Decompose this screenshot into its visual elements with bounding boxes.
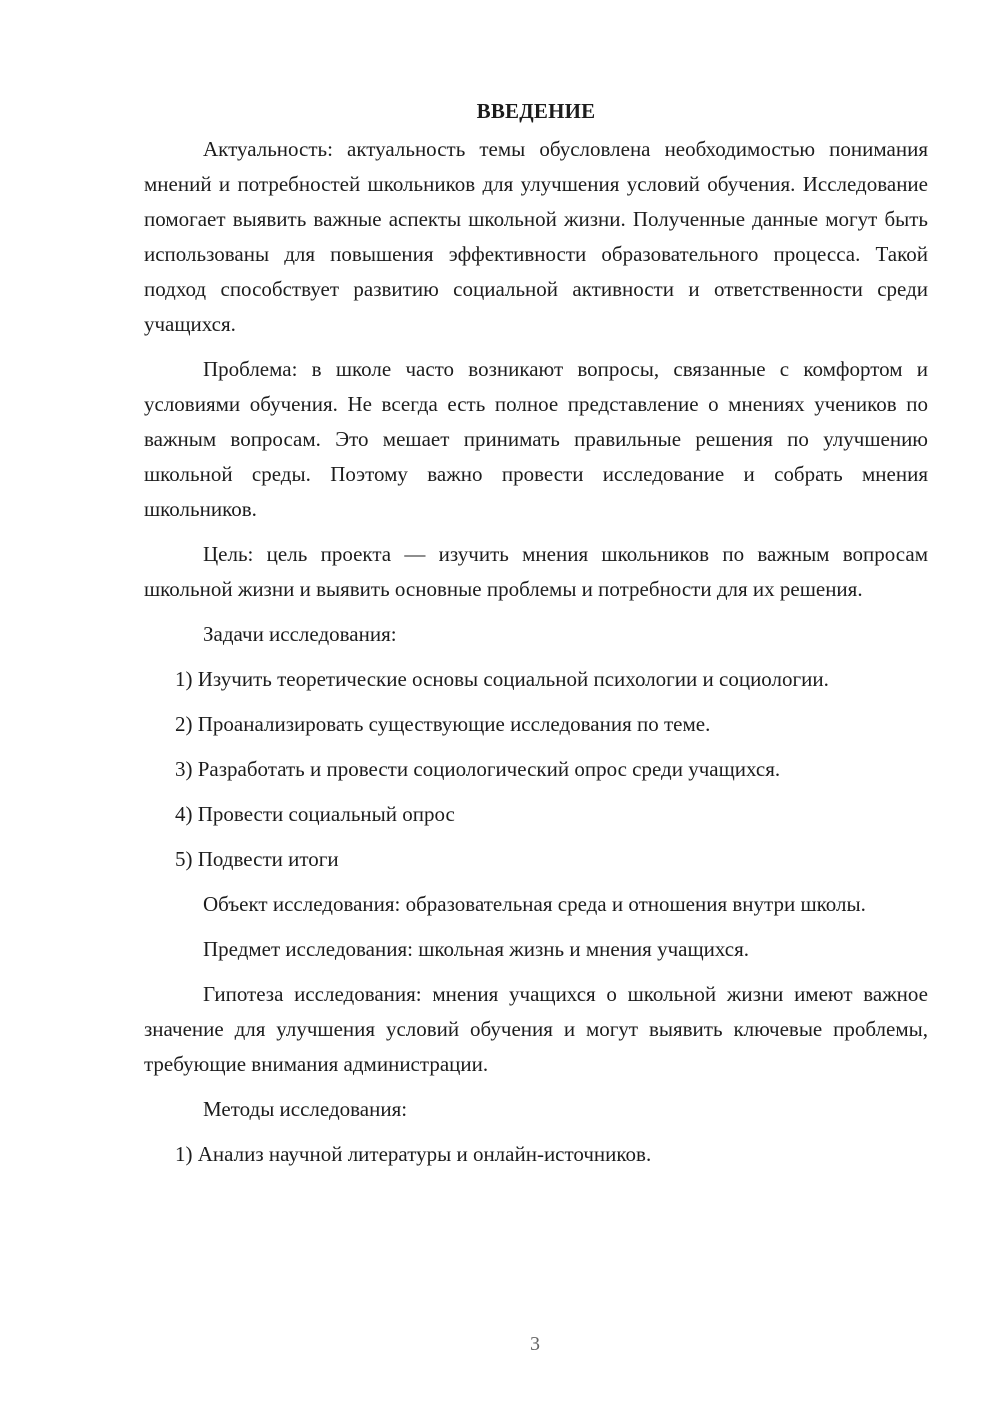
page-number: 3 [530,1333,540,1355]
methods-title: Методы исследования: [203,1097,408,1121]
section-heading: ВВЕДЕНИЕ [476,99,596,123]
goal-paragraph: Цель: цель проекта — изучить мнения школьников по важным вопросам школьной жизни и выявить основные проблемы и потребности для их решения. [144,542,928,601]
task-item: 1) Изучить теоретические основы социальной психологии и социологии. [175,667,829,691]
hypothesis-paragraph: Гипотеза исследования: мнения учащихся о школьной жизни имеют важное значение для улучшения условий обучения и могут выявить ключевые проблемы, требующие внимания администрации. [144,982,928,1076]
relevance-paragraph: Актуальность: актуальность темы обусловлена необходимостью понимания мнений и потребностей школьников для улучшения условий обучения. Исследование помогает выявить важные аспекты школьной жизни. Полученные данные могут быть использованы для повышения эффективности образовательного процесса. Такой подход способствует развитию социальной активности и ответственности среди учащихся. [144,137,928,336]
task-item: 4) Провести социальный опрос [175,802,455,826]
subject-paragraph: Предмет исследования: школьная жизнь и мнения учащихся. [203,937,749,961]
page-content [144,96,928,1182]
method-item: 1) Анализ научной литературы и онлайн-источников. [175,1142,652,1166]
tasks-title: Задачи исследования: [203,622,397,646]
task-item: 5) Подвести итоги [175,847,339,871]
task-item: 3) Разработать и провести социологический опрос среди учащихся. [175,757,781,781]
object-paragraph: Объект исследования: образовательная среда и отношения внутри школы. [203,892,866,916]
problem-paragraph: Проблема: в школе часто возникают вопросы, связанные с комфортом и условиями обучения. Не всегда есть полное представление о мнениях учеников по важным вопросам. Это мешает принимать правильные решения по улучшению школьной среды. Поэтому важно провести исследование и собрать мнения школьников. [144,357,928,521]
task-item: 2) Проанализировать существующие исследования по теме. [175,712,711,736]
